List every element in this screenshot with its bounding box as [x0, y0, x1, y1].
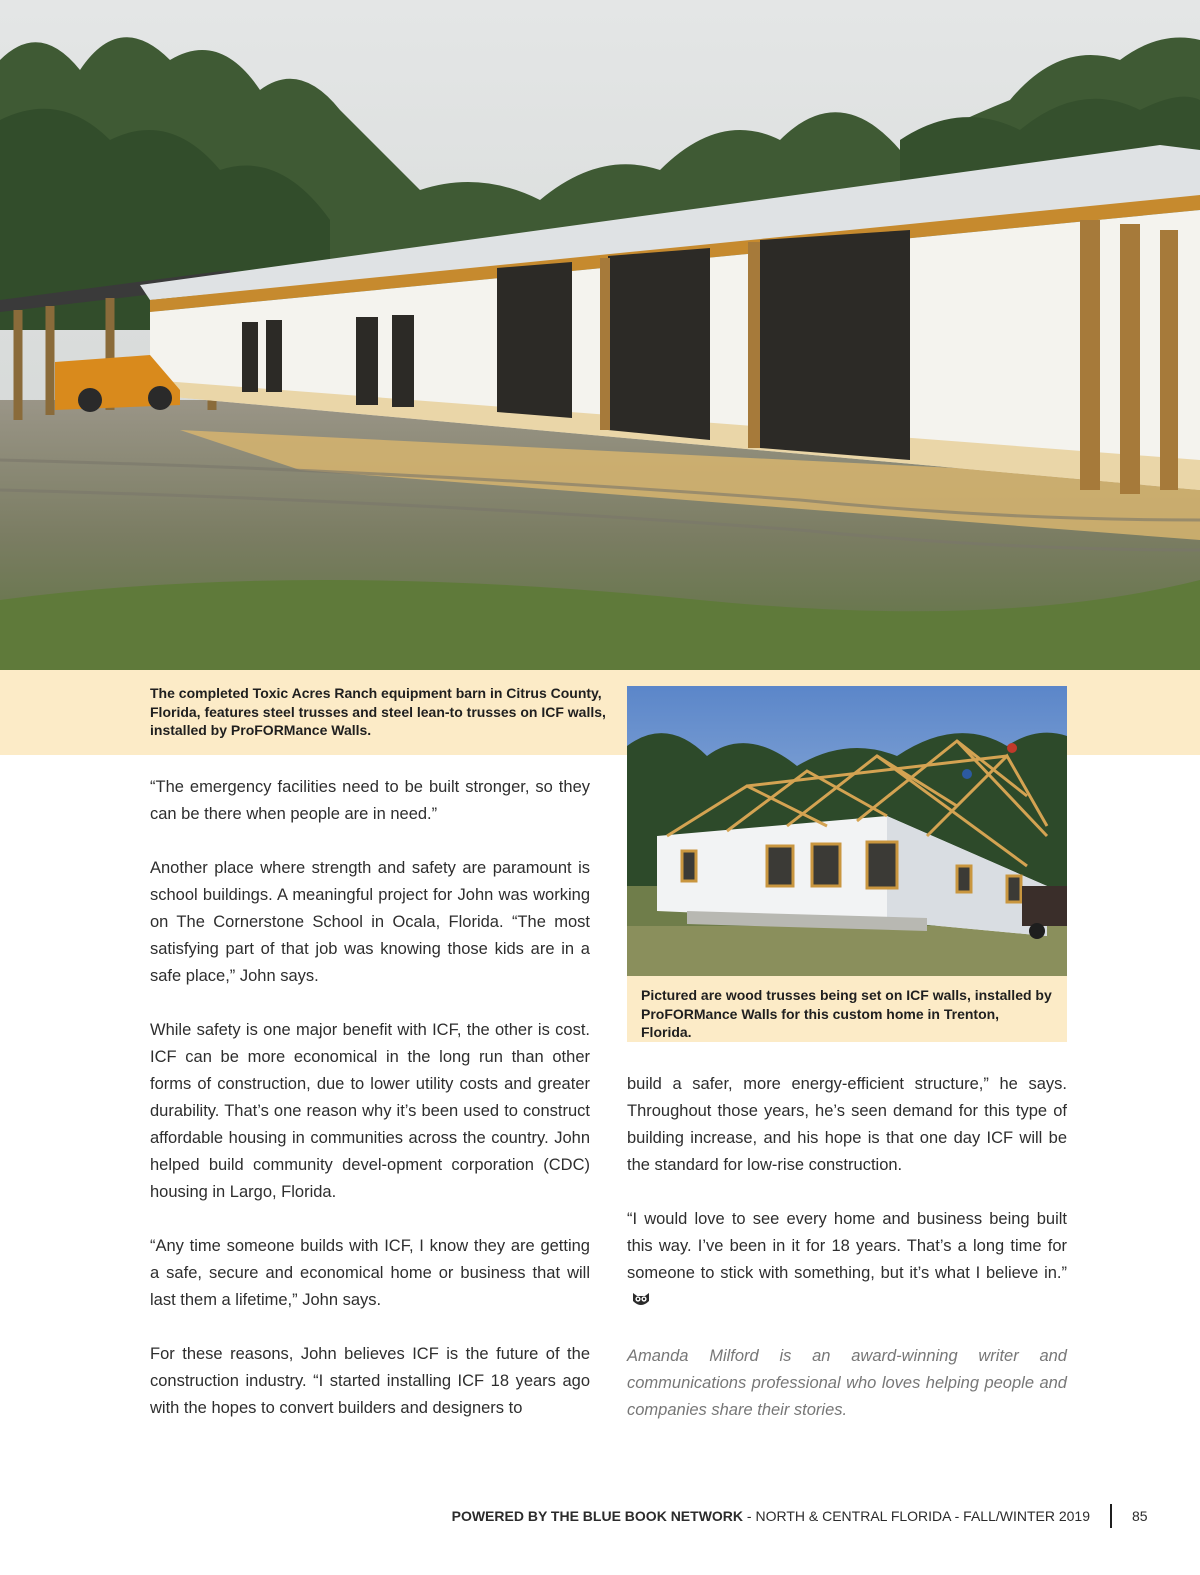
hero-barn-photo	[0, 0, 1200, 670]
paragraph: “The emergency facilities need to be built stronger, so they can be there when people are in need.”	[150, 778, 590, 823]
paragraph: Another place where strength and safety are paramount is school buildings. A meaningful project for John was working on The Cornerstone School in Ocala, Florida. “The most satisfying part of that job was knowing those kids are in a safe place,” John says.	[150, 859, 590, 985]
hero-caption: The completed Toxic Acres Ranch equipment barn in Citrus County, Florida, features steel trusses and steel lean-to trusses on ICF walls, installed by ProFORMance Walls.	[150, 685, 606, 738]
footer-brand: POWERED BY THE BLUE BOOK NETWORK	[451, 1508, 744, 1524]
paragraph: build a safer, more energy-efficient structure,” he says. Throughout those years, he’s seen demand for this type of building increase, and his hope is that one day ICF will be the standard for low-rise construction.	[627, 1075, 1067, 1174]
paragraph-text: “I would love to see every home and business being built this way. I’ve been in it for 18 years. That’s a long time for someone to stick with something, but it’s what I believe in.”	[627, 1210, 1067, 1282]
footer-publication	[452, 1508, 1090, 1524]
footer-edition: - NORTH & CENTRAL FLORIDA - FALL/WINTER 2019	[743, 1508, 1090, 1524]
article-right-column	[627, 1071, 1067, 1451]
paragraph: “Any time someone builds with ICF, I know they are getting a safe, secure and economical home or business that will last them a lifetime,” John says.	[150, 1237, 590, 1309]
author-bio: Amanda Milford is an award-winning writer and communications professional who loves helping people and companies share their stories.	[627, 1347, 1067, 1419]
closing-quote-paragraph	[627, 1206, 1067, 1316]
footer-divider	[1110, 1504, 1112, 1528]
owl-icon	[631, 1289, 651, 1316]
inset-house-photo	[627, 686, 1067, 976]
paragraph: While safety is one major benefit with ICF, the other is cost. ICF can be more economical in the long run than other forms of construction, due to lower utility costs and greater durability. That’s one reason why it’s been used to construct affordable housing in communities across the country. John helped build community devel-opment corporation (CDC) housing in Largo, Florida.	[150, 1021, 590, 1201]
house-trusses-photo-icon	[627, 686, 1067, 976]
page-number: 85	[1132, 1508, 1148, 1524]
inset-caption: Pictured are wood trusses being set on ICF walls, installed by ProFORMance Walls for this custom home in Trenton, Florida.	[627, 976, 1067, 1042]
paragraph: For these reasons, John believes ICF is the future of the construction industry. “I started installing ICF 18 years ago with the hopes to convert builders and designers to	[150, 1345, 590, 1417]
page-footer	[0, 1500, 1200, 1534]
barn-photo-icon	[0, 0, 1200, 670]
article-left-column	[150, 774, 590, 1449]
